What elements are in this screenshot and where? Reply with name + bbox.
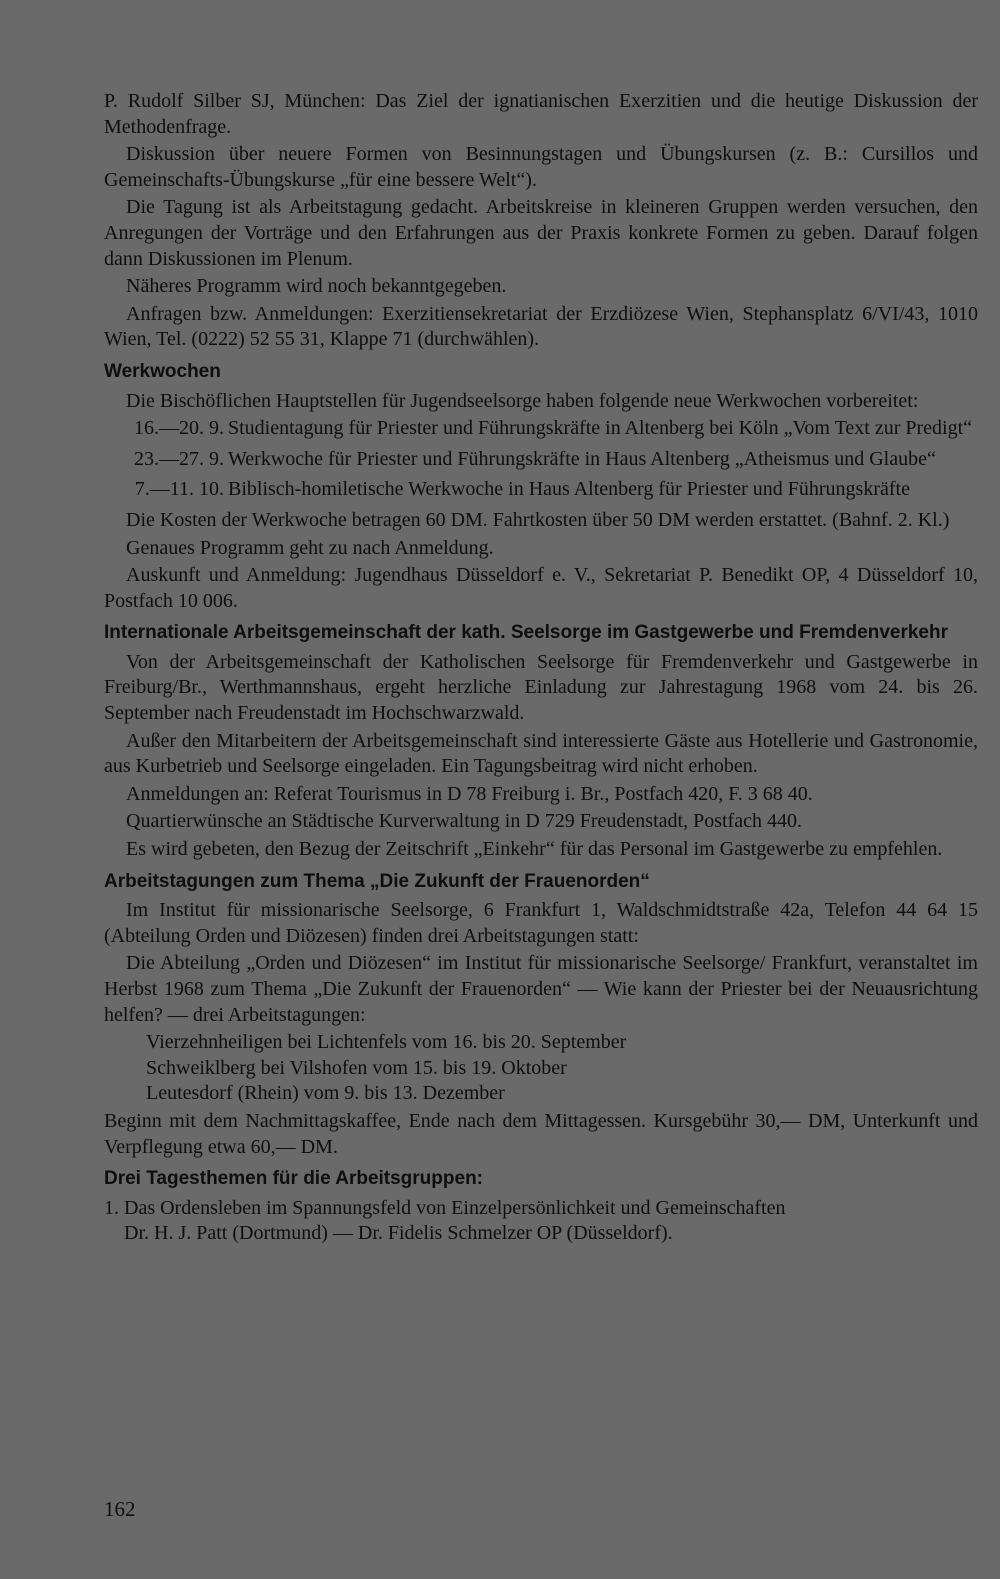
item-body: [124, 1196, 978, 1247]
paragraph-programm: Näheres Programm wird noch bekanntgegeben.: [126, 275, 507, 298]
numbered-item: [104, 1196, 978, 1247]
list-item: Schweiklberg bei Vilshofen vom 15. bis 19. Oktober: [146, 1056, 567, 1079]
locations-list: [146, 1030, 978, 1107]
subheading-tagesthemen: Drei Tagesthemen für die Arbeitsgruppen:: [104, 1168, 483, 1190]
paragraph-beginn: Beginn mit dem Nachmittagskaffee, Ende nach dem Mittagessen. Kursgebühr 30,— DM, Unterkunft und Verpflegung etwa 60,— DM.: [104, 1109, 978, 1158]
item-text: Das Ordensleben im Spannungsfeld von Einzelpersönlichkeit und Gemeinschaften: [124, 1196, 786, 1219]
event-text: Studientagung für Priester und Führungskräfte in Altenberg bei Köln „Vom Text zur Predigt“: [228, 417, 973, 440]
event-date: 7.—11. 10.: [134, 478, 224, 501]
heading-werkwochen: Werkwochen: [104, 360, 221, 382]
item-number: 1.: [104, 1196, 119, 1219]
paragraph-einladung: Von der Arbeitsgemeinschaft der Katholischen Seelsorge für Fremdenverkehr und Gastgewerbe in Freiburg/Br., Werthmannshaus, ergeht herzliche Einladung zur Jahrestagung 1968 vom 24. bis 26. September nach Freudenstadt im Hochschwarzwald.: [104, 650, 978, 725]
list-item: Leutesdorf (Rhein) vom 9. bis 13. Dezember: [146, 1082, 505, 1105]
paragraph-tagung: Die Tagung ist als Arbeitstagung gedacht. Arbeitskreise in kleineren Gruppen werden versuchen, den Anregungen der Vorträge und den Erfahrungen aus der Praxis konkrete Formen zu geben. Darauf folgen dann Diskussionen im Plenum.: [104, 196, 978, 270]
event-row: [104, 477, 978, 503]
list-item: Vierzehnheiligen bei Lichtenfels vom 16. bis 20. September: [146, 1031, 627, 1054]
paragraph-diskussion: Diskussion über neuere Formen von Besinnungstagen und Übungskursen (z. B.: Cursillos und Gemeinschafts-Übungskurse „für eine bessere Welt“).: [104, 143, 978, 191]
event-row: [104, 416, 978, 442]
paragraph-quartier: Quartierwünsche an Städtische Kurverwaltung in D 729 Freudenstadt, Postfach 440.: [126, 810, 802, 833]
paragraph-kosten: Die Kosten der Werkwoche betragen 60 DM. Fahrtkosten über 50 DM werden erstattet. (Bahnf. 2. Kl.): [126, 508, 950, 531]
item-speakers: Dr. H. J. Patt (Dortmund) — Dr. Fidelis Schmelzer OP (Düsseldorf).: [124, 1222, 673, 1245]
paragraph-anmeldungen: Anmeldungen an: Referat Tourismus in D 78 Freiburg i. Br., Postfach 420, F. 3 68 40.: [126, 782, 813, 805]
paragraph-institut: Im Institut für missionarische Seelsorge, 6 Frankfurt 1, Waldschmidtstraße 42a, Telefon 44 64 15 (Abteilung Orden und Diözesen) finden drei Arbeitstagungen statt:: [104, 899, 978, 947]
event-text: Werkwoche für Priester und Führungskräfte in Haus Altenberg „Atheismus und Glaube“: [228, 447, 936, 470]
page-content: [104, 89, 978, 1247]
paragraph-abteilung: Die Abteilung „Orden und Diözesen“ im Institut für missionarische Seelsorge/ Frankfurt, veranstaltet im Herbst 1968 zum Thema „Die Zukunft der Frauenorden“ — Wie kann der Priester bei der Neuausrichtung helfen? — drei Arbeitstagungen:: [104, 952, 978, 1026]
event-text: Biblisch-homiletische Werkwoche in Haus Altenberg für Priester und Führungskräfte: [228, 478, 910, 501]
paragraph-werkwochen-intro: Die Bischöflichen Hauptstellen für Jugendseelsorge haben folgende neue Werkwochen vorbereitet:: [126, 389, 919, 412]
paragraph-einkehr: Es wird gebeten, den Bezug der Zeitschrift „Einkehr“ für das Personal im Gastgewerbe zu empfehlen.: [126, 838, 943, 861]
paragraph-silber: P. Rudolf Silber SJ, München: Das Ziel der ignatianischen Exerzitien und die heutige Diskussion der Methodenfrage.: [104, 90, 978, 138]
paragraph-gaeste: Außer den Mitarbeitern der Arbeitsgemeinschaft sind interessierte Gäste aus Hotellerie und Gastronomie, aus Kurbetrieb und Seelsorge eingeladen. Ein Tagungsbeitrag wird nicht erhoben.: [104, 729, 978, 778]
heading-international: Internationale Arbeitsgemeinschaft der kath. Seelsorge im Gastgewerbe und Fremdenverkehr: [104, 622, 948, 644]
heading-frauenorden: Arbeitstagungen zum Thema „Die Zukunft der Frauenorden“: [104, 870, 650, 892]
event-date: 16.—20. 9.: [134, 417, 224, 440]
paragraph-anfragen: Anfragen bzw. Anmeldungen: Exerzitiensekretariat der Erzdiözese Wien, Stephansplatz 6/VI/43, 1010 Wien, Tel. (0222) 52 55 31, Klappe 71 (durchwählen).: [104, 302, 978, 351]
paragraph-auskunft: Auskunft und Anmeldung: Jugendhaus Düsseldorf e. V., Sekretariat P. Benedikt OP, 4 Düsseldorf 10, Postfach 10 006.: [104, 564, 978, 612]
paragraph-genaues-programm: Genaues Programm geht zu nach Anmeldung.: [126, 536, 494, 559]
event-date: 23.—27. 9.: [134, 447, 224, 470]
page-number: 162: [104, 1497, 136, 1521]
event-row: [104, 447, 978, 473]
